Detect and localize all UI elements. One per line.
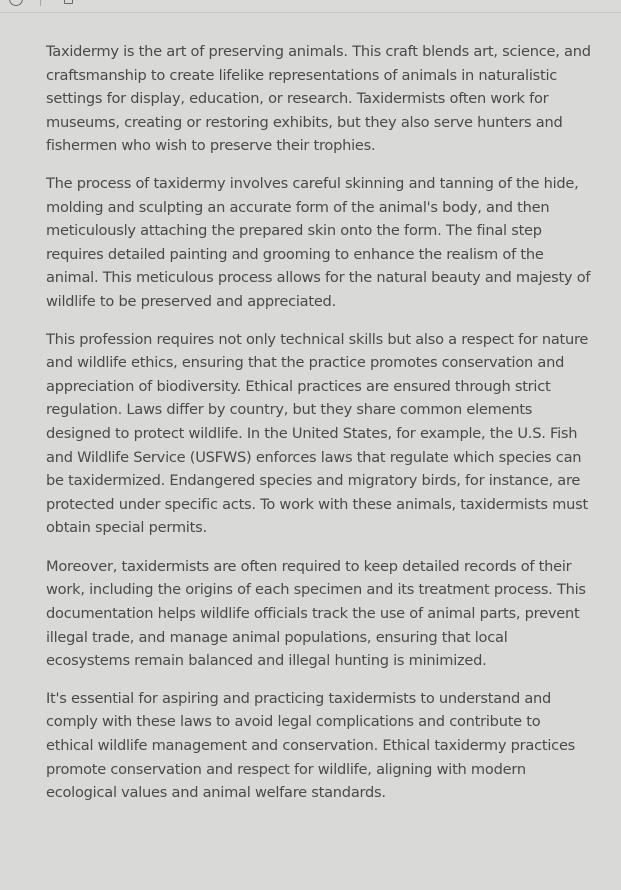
paragraph-compliance: It's essential for aspiring and practicing taxidermists to understand and comply with these laws to avoid legal complications and contribute to ethical wildlife management and conservation. Ethical taxidermy practices promote conservation and respect for wildlife, aligning with modern ecological values and animal welfare standards. <box>46 689 576 802</box>
paragraph-intro: Taxidermy is the art of preserving animals. This craft blends art, science, and craftsmanship to create lifelike representations of animals in naturalistic settings for display, education, or research. Taxidermists often work for museums, creating or restoring exhibits, but they also serve hunters and fishermen who wish to preserve their trophies. <box>46 43 591 155</box>
toolbar-divider <box>40 0 41 6</box>
toolbar <box>0 0 621 13</box>
document-body <box>46 40 591 819</box>
paragraph-process: The process of taxidermy involves careful skinning and tanning of the hide, molding and sculpting an accurate form of the animal's body, and then meticulously attaching the prepared skin onto the form. The final step requires detailed painting and grooming to enhance the realism of the animal. This meticulous process allows for the natural beauty and majesty of wildlife to be preserved and appreciated. <box>46 174 591 310</box>
paragraph-ethics-regulation: This profession requires not only technical skills but also a respect for nature and wildlife ethics, ensuring that the practice promotes conservation and appreciation of biodiversity. Ethical practices are ensured through strict regulation. Laws differ by country, but they share common elements designed to protect wildlife. In the United States, for example, the U.S. Fish and Wildlife Service (USFWS) enforces laws that regulate which species can be taxidermized. Endangered species and migratory birds, for instance, are protected under specific acts. To work with these animals, taxidermists must obtain special permits. <box>46 330 589 537</box>
circle-icon[interactable] <box>9 0 23 6</box>
copy-icon[interactable] <box>64 0 73 4</box>
paragraph-records: Moreover, taxidermists are often required to keep detailed records of their work, including the origins of each specimen and its treatment process. This documentation helps wildlife officials track the use of animal parts, prevent illegal trade, and manage animal populations, ensuring that local ecosystems remain balanced and illegal hunting is minimized. <box>46 557 586 670</box>
